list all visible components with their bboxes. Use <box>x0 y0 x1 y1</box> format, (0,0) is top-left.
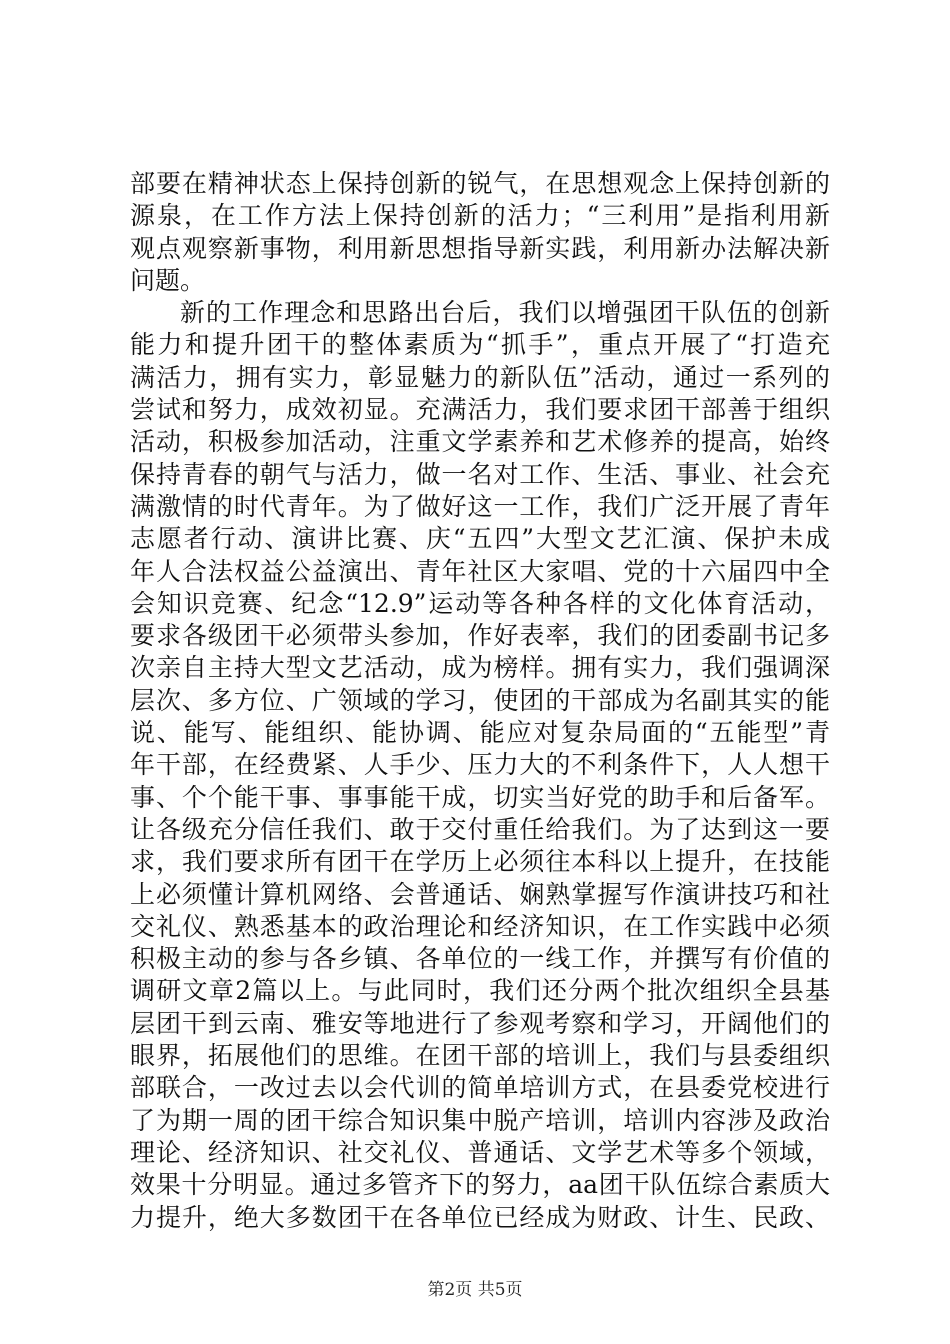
text-line: 活动，积极参加活动，注重文学素养和艺术修养的提高，始终 <box>130 427 830 457</box>
text-line: 说、能写、能组织、能协调、能应对复杂局面的“五能型”青 <box>130 718 830 748</box>
text-line: 眼界，拓展他们的思维。在团干部的培训上，我们与县委组织 <box>130 1041 830 1071</box>
text-line: 志愿者行动、演讲比赛、庆“五四”大型文艺汇演、保护未成 <box>130 524 830 554</box>
text-line: 理论、经济知识、社交礼仪、普通话、文学艺术等多个领域， <box>130 1137 830 1167</box>
text-line: 年人合法权益公益演出、青年社区大家唱、党的十六届四中全 <box>130 556 830 586</box>
text-line: 要求各级团干必须带头参加，作好表率，我们的团委副书记多 <box>130 621 830 651</box>
page-footer <box>0 1275 950 1300</box>
text-line: 满激情的时代青年。为了做好这一工作，我们广泛开展了青年 <box>130 491 830 521</box>
text-line: 效果十分明显。通过多管齐下的努力，aa团干队伍综合素质大 <box>130 1170 830 1200</box>
text-line: 部要在精神状态上保持创新的锐气，在思想观念上保持创新的 <box>130 169 830 198</box>
text-line: 满活力，拥有实力，彰显魅力的新队伍”活动，通过一系列的 <box>130 362 830 392</box>
text-line: 力提升，绝大多数团干在各单位已经成为财政、计生、民政、 <box>130 1202 830 1232</box>
text-line: 了为期一周的团干综合知识集中脱产培训，培训内容涉及政治 <box>130 1105 830 1135</box>
text-line: 次亲自主持大型文艺活动，成为榜样。拥有实力，我们强调深 <box>130 653 830 683</box>
text-line: 观点观察新事物，利用新思想指导新实践，利用新办法解决新 <box>130 233 830 263</box>
text-line: 求，我们要求所有团干在学历上必须往本科以上提升，在技能 <box>130 847 830 877</box>
text-line: 新的工作理念和思路出台后，我们以增强团干队伍的创新 <box>180 298 830 328</box>
text-line: 积极主动的参与各乡镇、各单位的一线工作，并撰写有价值的 <box>130 944 830 974</box>
text-line: 源泉，在工作方法上保持创新的活力；“三利用”是指利用新 <box>130 201 830 231</box>
text-line: 调研文章2篇以上。与此同时，我们还分两个批次组织全县基 <box>130 976 830 1006</box>
page-number-label: 第2页 共5页 <box>427 1280 523 1300</box>
text-line: 尝试和努力，成效初显。充满活力，我们要求团干部善于组织 <box>130 395 830 425</box>
text-line: 让各级充分信任我们、敢于交付重任给我们。为了达到这一要 <box>130 814 830 844</box>
text-line: 问题。 <box>130 265 206 295</box>
text-line: 层次、多方位、广领域的学习，使团的干部成为名副其实的能 <box>130 685 830 715</box>
text-line: 会知识竞赛、纪念“12.9”运动等各种各样的文化体育活动， <box>130 588 830 618</box>
text-line: 部联合，一改过去以会代训的简单培训方式，在县委党校进行 <box>130 1073 830 1103</box>
text-line: 上必须懂计算机网络、会普通话、娴熟掌握写作演讲技巧和社 <box>130 879 830 909</box>
text-line: 能力和提升团干的整体素质为“抓手”，重点开展了“打造充 <box>130 330 830 360</box>
text-line: 年干部，在经费紧、人手少、压力大的不利条件下，人人想干 <box>130 750 830 780</box>
text-line: 交礼仪、熟悉基本的政治理论和经济知识，在工作实践中必须 <box>130 911 830 941</box>
text-line: 层团干到云南、雅安等地进行了参观考察和学习，开阔他们的 <box>130 1008 830 1038</box>
text-line: 事、个个能干事、事事能干成，切实当好党的助手和后备军。 <box>130 782 830 812</box>
text-line: 保持青春的朝气与活力，做一名对工作、生活、事业、社会充 <box>130 459 830 489</box>
body-text <box>130 168 830 1234</box>
